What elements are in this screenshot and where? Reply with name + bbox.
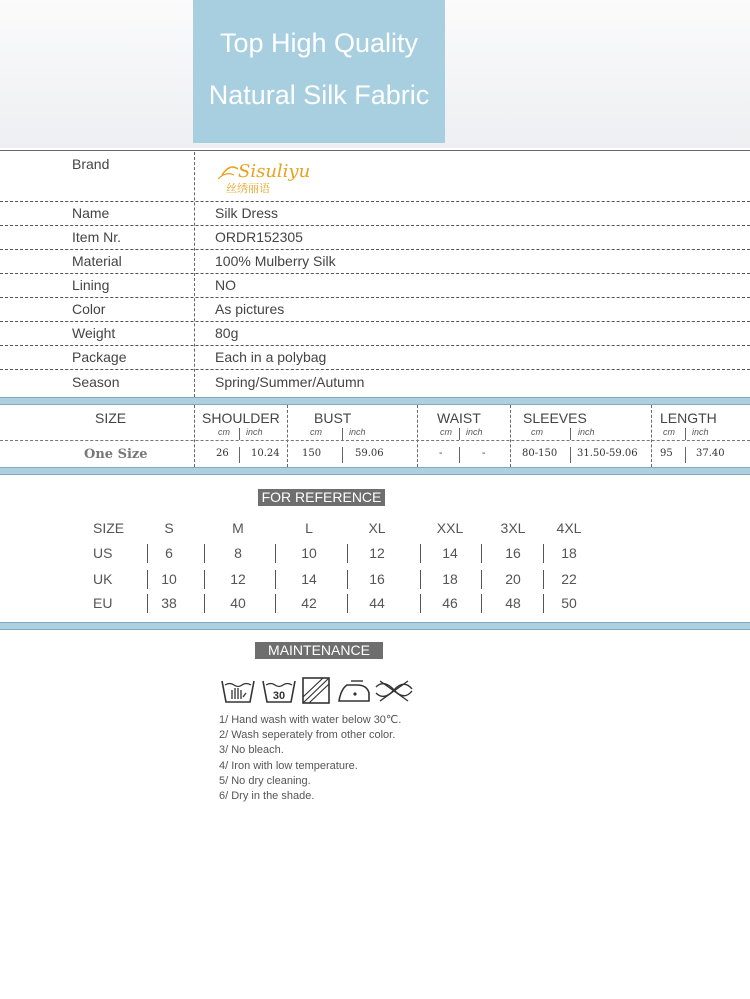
iron-low-icon (337, 677, 371, 704)
ref-divider (147, 594, 148, 613)
section-bar (0, 622, 750, 630)
spec-label-brand: Brand (72, 156, 110, 172)
measure-col-divider (651, 405, 652, 467)
spec-value-lining: NO (215, 277, 236, 293)
value-tick (342, 447, 343, 463)
measure-header-bust: BUST (314, 410, 352, 426)
ref-label-eu: EU (93, 595, 113, 611)
measure-header-waist: WAIST (437, 410, 481, 426)
spec-label-name: Name (72, 205, 110, 221)
ref-us-5: 16 (505, 545, 521, 561)
hand-wash-icon (220, 677, 256, 704)
ref-divider (481, 594, 482, 613)
ref-uk-2: 14 (301, 571, 317, 587)
ref-divider (481, 570, 482, 589)
maintenance-badge: MAINTENANCE (255, 642, 383, 659)
length-cm: 95 (660, 448, 673, 459)
header-line-2: Natural Silk Fabric (208, 80, 430, 110)
spec-value-color: As pictures (215, 301, 285, 317)
spec-label-weight: Weight (72, 325, 116, 341)
spec-rule (0, 369, 750, 370)
unit-tick (342, 428, 343, 440)
ref-eu-5: 48 (505, 595, 521, 611)
ref-size-4: XXL (436, 520, 464, 536)
ref-size-3: XL (368, 520, 386, 536)
measure-col-divider (510, 405, 511, 467)
ref-label-uk: UK (93, 571, 113, 587)
header-title-box (193, 0, 445, 143)
care-instruction: 2/ Wash seperately from other color. (219, 729, 396, 741)
ref-divider (543, 594, 544, 613)
ref-divider (204, 544, 205, 563)
sleeves-inch: 31.50-59.06 (577, 448, 638, 459)
ref-divider (275, 544, 276, 563)
ref-divider (347, 544, 348, 563)
ref-uk-4: 18 (442, 571, 458, 587)
measure-col-divider (417, 405, 418, 467)
spec-top-rule (0, 150, 750, 151)
reference-badge: FOR REFERENCE (258, 489, 385, 506)
ref-us-4: 14 (442, 545, 458, 561)
care-instruction: 6/ Dry in the shade. (219, 790, 315, 802)
ref-uk-1: 12 (230, 571, 246, 587)
spec-label-lining: Lining (72, 277, 110, 293)
value-tick (459, 447, 460, 463)
unit-cm: cm (663, 427, 675, 437)
care-instruction: 1/ Hand wash with water below 30℃. (219, 714, 402, 726)
ref-us-3: 12 (369, 545, 385, 561)
measure-header-sleeves: SLEEVES (523, 410, 587, 426)
ref-divider (420, 544, 421, 563)
ref-divider (420, 594, 421, 613)
ref-uk-0: 10 (161, 571, 177, 587)
ref-eu-4: 46 (442, 595, 458, 611)
unit-tick (685, 428, 686, 440)
brand-logo (216, 157, 331, 195)
unit-inch: inch (466, 427, 483, 437)
waist-inch: - (482, 448, 486, 459)
header-line-1: Top High Quality (219, 28, 419, 58)
wash-temp-label: 30 (272, 690, 286, 702)
value-tick (570, 447, 571, 463)
unit-inch: inch (349, 427, 366, 437)
ref-divider (204, 594, 205, 613)
ref-size-6: 4XL (556, 520, 582, 536)
measure-header-shoulder: SHOULDER (202, 410, 280, 426)
value-tick (685, 447, 686, 463)
unit-inch: inch (578, 427, 595, 437)
length-inch: 37.40 (696, 448, 725, 459)
spec-value-weight: 80g (215, 325, 239, 341)
ref-divider (481, 544, 482, 563)
spec-rule (0, 273, 750, 274)
ref-eu-1: 40 (230, 595, 246, 611)
spec-rule (0, 225, 750, 226)
unit-cm: cm (440, 427, 452, 437)
ref-eu-3: 44 (369, 595, 385, 611)
ref-size-0: S (164, 520, 174, 536)
spec-label-package: Package (72, 349, 127, 365)
spec-value-material: 100% Mulberry Silk (215, 253, 336, 269)
ref-size-1: M (232, 520, 244, 536)
value-tick (239, 447, 240, 463)
ref-uk-6: 22 (561, 571, 577, 587)
section-bar (0, 397, 750, 405)
ref-divider (204, 570, 205, 589)
measure-col-divider (194, 405, 195, 467)
ref-divider (347, 570, 348, 589)
ref-us-0: 6 (165, 545, 173, 561)
bust-cm: 150 (302, 448, 322, 459)
measure-header-length: LENGTH (660, 410, 717, 426)
ref-label-us: US (93, 545, 113, 561)
unit-inch: inch (246, 427, 263, 437)
ref-divider (147, 570, 148, 589)
ref-divider (275, 594, 276, 613)
ref-divider (275, 570, 276, 589)
spec-value-season: Spring/Summer/Autumn (215, 374, 365, 390)
ref-divider (543, 544, 544, 563)
ref-uk-5: 20 (505, 571, 521, 587)
spec-rule (0, 201, 750, 202)
spec-rule (0, 297, 750, 298)
ref-divider (420, 570, 421, 589)
measure-header-size: SIZE (95, 410, 127, 426)
spec-label-color: Color (72, 301, 106, 317)
spec-label-season: Season (72, 374, 120, 390)
spec-rule (0, 321, 750, 322)
measure-col-divider (287, 405, 288, 467)
header-banner (0, 0, 750, 148)
spec-label-item-nr: Item Nr. (72, 229, 122, 245)
ref-divider (543, 570, 544, 589)
measure-row-rule (0, 440, 750, 441)
section-bar (0, 467, 750, 475)
unit-cm: cm (218, 427, 230, 437)
ref-eu-6: 50 (561, 595, 577, 611)
unit-tick (239, 428, 240, 440)
measure-row-label: One Size (84, 447, 148, 462)
spec-label-material: Material (72, 253, 122, 269)
logo-script-text: Sisuliyu (238, 161, 311, 182)
no-dry-clean-icon (374, 677, 414, 704)
unit-inch: inch (692, 427, 709, 437)
ref-uk-3: 16 (369, 571, 385, 587)
ref-size-2: L (305, 520, 313, 536)
ref-label-size: SIZE (93, 520, 125, 536)
spec-value-item-nr: ORDR152305 (215, 229, 303, 245)
dry-shade-icon (301, 677, 331, 704)
waist-cm: - (439, 448, 443, 459)
unit-cm: cm (310, 427, 322, 437)
spec-column-divider (194, 152, 195, 397)
shoulder-inch: 10.24 (251, 448, 280, 459)
spec-value-package: Each in a polybag (215, 349, 327, 365)
spec-rule (0, 345, 750, 346)
ref-us-1: 8 (234, 545, 242, 561)
wash-30-icon (261, 677, 297, 704)
logo-chinese-text: 丝绣丽语 (226, 182, 270, 195)
ref-eu-0: 38 (161, 595, 177, 611)
ref-us-6: 18 (561, 545, 577, 561)
bust-inch: 59.06 (355, 448, 384, 459)
ref-us-2: 10 (301, 545, 317, 561)
care-instruction: 5/ No dry cleaning. (219, 775, 311, 787)
care-instruction: 4/ Iron with low temperature. (219, 760, 358, 772)
spec-value-name: Silk Dress (215, 205, 279, 221)
unit-cm: cm (531, 427, 543, 437)
sleeves-cm: 80-150 (522, 448, 558, 459)
shoulder-cm: 26 (216, 448, 229, 459)
unit-tick (459, 428, 460, 440)
unit-tick (570, 428, 571, 440)
ref-divider (347, 594, 348, 613)
care-instruction: 3/ No bleach. (219, 744, 284, 756)
spec-rule (0, 249, 750, 250)
ref-size-5: 3XL (500, 520, 526, 536)
ref-eu-2: 42 (301, 595, 317, 611)
ref-divider (147, 544, 148, 563)
